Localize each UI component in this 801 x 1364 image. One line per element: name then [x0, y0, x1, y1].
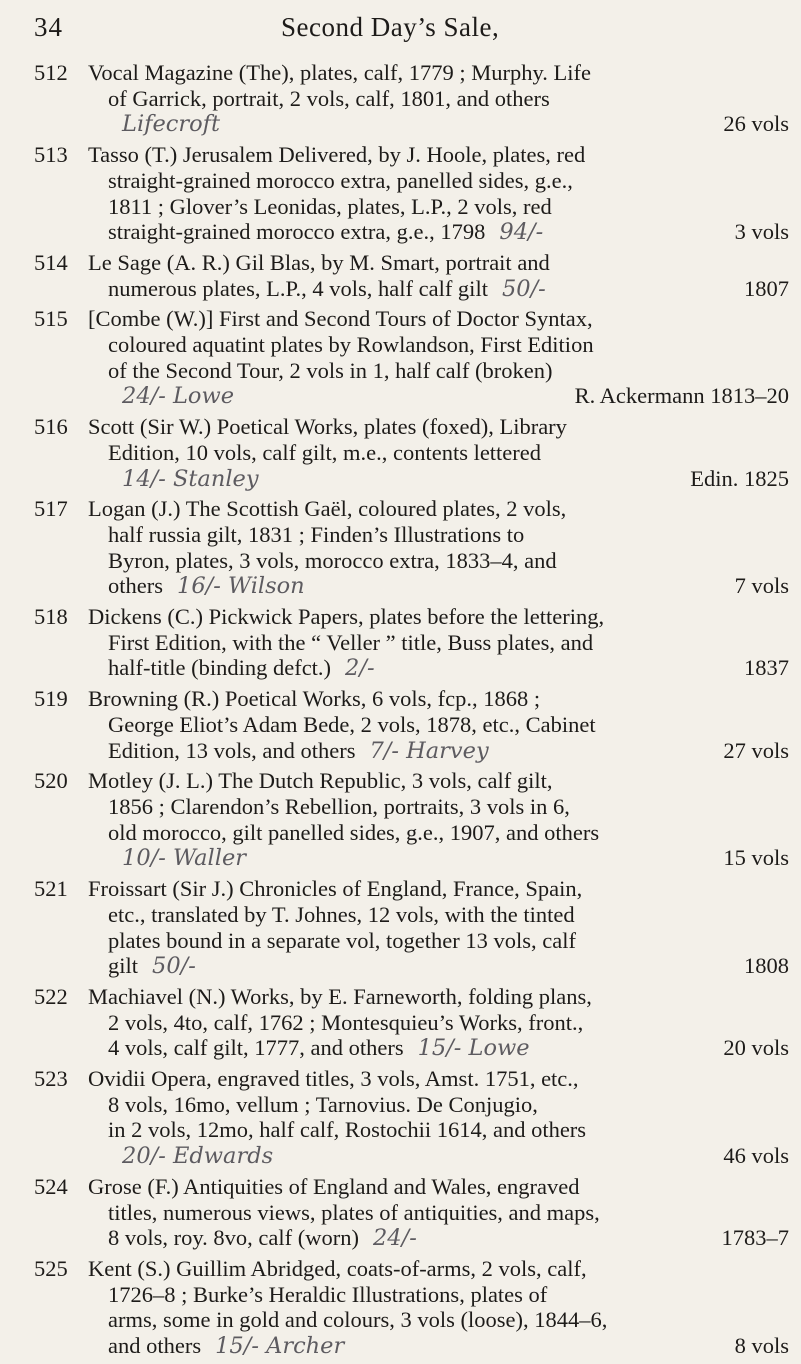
lot-line — [88, 984, 789, 1010]
handwritten-annotation: Lifecroft — [122, 111, 221, 138]
lot-entry — [34, 1066, 789, 1170]
handwritten-annotation: 24/- — [372, 1225, 417, 1252]
lot-text: Edition, 10 vols, calf gilt, m.e., contents lettered — [108, 439, 542, 465]
lot-line — [88, 876, 789, 902]
lot-entry — [34, 142, 789, 246]
lot-line — [88, 1035, 789, 1062]
lot-right-value: Edin. 1825 — [690, 465, 789, 491]
lot-line — [88, 414, 789, 440]
lot-line — [88, 1066, 789, 1092]
lot-line — [88, 306, 789, 332]
lot-text: Ovidii Opera, engraved titles, 3 vols, Amst. 1751, etc., — [88, 1066, 579, 1092]
handwritten-annotation: 15/- Archer — [215, 1333, 345, 1360]
lot-text: half russia gilt, 1831 ; Finden’s Illustrations to — [108, 521, 525, 547]
lot-right-value: 8 vols — [734, 1333, 789, 1359]
lot-text: others — [108, 573, 163, 599]
lot-text: half-title (binding defct.) — [108, 655, 332, 681]
lot-entry — [34, 984, 789, 1062]
lot-text: Tasso (T.) Jerusalem Delivered, by J. Hoole, plates, red — [88, 142, 586, 168]
lot-text: Motley (J. L.) The Dutch Republic, 3 vols, calf gilt, — [88, 768, 553, 794]
lot-text: titles, numerous views, plates of antiquities, and maps, — [108, 1199, 600, 1225]
lot-entry — [34, 604, 789, 682]
lot-text: Machiavel (N.) Works, by E. Farneworth, folding plans, — [88, 983, 592, 1009]
handwritten-annotation: 14/- Stanley — [122, 465, 259, 492]
lot-entry — [34, 686, 789, 764]
lot-number: 522 — [34, 983, 68, 1009]
lot-line — [88, 522, 789, 548]
lot-line — [88, 276, 789, 303]
lot-right-value: 1837 — [744, 655, 789, 681]
lot-number: 516 — [34, 414, 68, 440]
lot-line — [88, 1307, 789, 1333]
lot-line — [88, 1333, 789, 1360]
lot-text: Edition, 13 vols, and others — [108, 737, 356, 763]
lot-text: Dickens (C.) Pickwick Papers, plates before the lettering, — [88, 604, 605, 630]
lot-text: George Eliot’s Adam Bede, 2 vols, 1878, etc., Cabinet — [108, 711, 596, 737]
lot-number: 513 — [34, 142, 68, 168]
lot-line — [88, 194, 789, 220]
lot-line — [88, 168, 789, 194]
lot-entry — [34, 1256, 789, 1360]
lot-line — [88, 1010, 789, 1036]
lot-line — [88, 86, 789, 112]
lot-right-value: 20 vols — [723, 1035, 789, 1061]
running-title: Second Day’s Sale, — [281, 12, 500, 42]
lot-line — [88, 953, 789, 980]
lot-line — [88, 794, 789, 820]
lot-text: First Edition, with the “ Veller ” title, Buss plates, and — [108, 629, 594, 655]
handwritten-annotation: 50/- — [152, 953, 196, 980]
lot-right-value: 15 vols — [723, 845, 789, 871]
lot-text: [Combe (W.)] First and Second Tours of Doctor Syntax, — [88, 306, 593, 332]
lot-text: of Garrick, portrait, 2 vols, calf, 1801, and others — [108, 85, 550, 111]
lot-text: 4 vols, calf gilt, 1777, and others — [108, 1035, 404, 1061]
lot-line — [88, 1200, 789, 1226]
handwritten-annotation: 24/- Lowe — [122, 383, 235, 410]
handwritten-annotation: 94/- — [499, 219, 544, 246]
lot-line — [88, 250, 789, 276]
lot-line — [88, 1092, 789, 1118]
lot-number: 525 — [34, 1255, 68, 1281]
lot-line — [88, 496, 789, 522]
lot-text: and others — [108, 1333, 202, 1359]
lot-line — [88, 604, 789, 630]
lot-line — [88, 383, 789, 410]
lot-number: 523 — [34, 1066, 68, 1092]
handwritten-annotation: 10/- Waller — [122, 845, 247, 872]
lot-text: Logan (J.) The Scottish Gaël, coloured plates, 2 vols, — [88, 496, 567, 522]
lot-text: plates bound in a separate vol, together 13 vols, calf — [108, 927, 576, 953]
lot-number: 517 — [34, 496, 68, 522]
lot-line — [88, 845, 789, 872]
lot-text: in 2 vols, 12mo, half calf, Rostochii 1614, and others — [108, 1117, 587, 1143]
lot-line — [88, 1174, 789, 1200]
lot-line — [88, 902, 789, 928]
lot-line — [88, 1256, 789, 1282]
lot-right-value: R. Ackermann 1813–20 — [574, 383, 789, 409]
lot-right-value: 27 vols — [723, 737, 789, 763]
lot-line — [88, 219, 789, 246]
lot-text: 8 vols, roy. 8vo, calf (worn) — [108, 1225, 359, 1251]
lot-entry — [34, 768, 789, 872]
lot-text: Le Sage (A. R.) Gil Blas, by M. Smart, portrait and — [88, 249, 550, 275]
lot-entry — [34, 496, 789, 600]
lot-line — [88, 820, 789, 846]
lot-number: 519 — [34, 686, 68, 712]
lot-right-value: 3 vols — [734, 219, 789, 245]
handwritten-annotation: 7/- Harvey — [369, 737, 489, 764]
lot-text: old morocco, gilt panelled sides, g.e., 1907, and others — [108, 819, 600, 845]
lot-line — [88, 686, 789, 712]
lot-text: 1856 ; Clarendon’s Rebellion, portraits, 3 vols in 6, — [108, 793, 570, 819]
lot-entry — [34, 250, 789, 302]
lot-line — [88, 111, 789, 138]
lot-number: 524 — [34, 1173, 68, 1199]
lot-number: 520 — [34, 768, 68, 794]
lot-text: numerous plates, L.P., 4 vols, half calf gilt — [108, 275, 488, 301]
lot-line — [88, 573, 789, 600]
lot-line — [88, 466, 789, 493]
lot-line — [88, 738, 789, 765]
lot-number: 515 — [34, 306, 68, 332]
lot-text: Byron, plates, 3 vols, morocco extra, 1833–4, and — [108, 547, 557, 573]
lot-number: 518 — [34, 604, 68, 630]
lot-line — [88, 630, 789, 656]
lot-text: of the Second Tour, 2 vols in 1, half calf (broken) — [108, 357, 553, 383]
lot-line — [88, 332, 789, 358]
lot-entry — [34, 306, 789, 410]
lot-text: 2 vols, 4to, calf, 1762 ; Montesquieu’s Works, front., — [108, 1009, 584, 1035]
lot-line — [88, 142, 789, 168]
lot-line — [88, 928, 789, 954]
lot-text: 1811 ; Glover’s Leonidas, plates, L.P., 2 vols, red — [108, 193, 552, 219]
lot-line — [88, 60, 789, 86]
lot-text: Kent (S.) Guillim Abridged, coats-of-arms, 2 vols, calf, — [88, 1255, 587, 1281]
lot-line — [88, 1143, 789, 1170]
lot-list — [34, 60, 789, 1364]
handwritten-annotation: 15/- Lowe — [417, 1035, 530, 1062]
lot-right-value: 7 vols — [734, 573, 789, 599]
lot-text: arms, some in gold and colours, 3 vols (loose), 1844–6, — [108, 1307, 608, 1333]
lot-number: 512 — [34, 60, 68, 85]
lot-right-value: 1808 — [744, 953, 789, 979]
lot-number: 514 — [34, 249, 68, 275]
lot-line — [88, 655, 789, 682]
lot-text: Froissart (Sir J.) Chronicles of England, France, Spain, — [88, 876, 583, 902]
lot-line — [88, 1225, 789, 1252]
handwritten-annotation: 50/- — [501, 275, 546, 302]
lot-right-value: 1783–7 — [721, 1225, 789, 1251]
handwritten-annotation: 16/- Wilson — [177, 573, 305, 600]
page-header — [34, 12, 781, 52]
lot-line — [88, 548, 789, 574]
lot-line — [88, 440, 789, 466]
lot-number: 521 — [34, 876, 68, 902]
lot-entry — [34, 1174, 789, 1252]
lot-text: straight-grained morocco extra, panelled sides, g.e., — [108, 167, 573, 193]
lot-line — [88, 1117, 789, 1143]
lot-text: etc., translated by T. Johnes, 12 vols, with the tinted — [108, 901, 575, 927]
lot-text: Browning (R.) Poetical Works, 6 vols, fcp., 1868 ; — [88, 686, 541, 712]
lot-text: gilt — [108, 953, 139, 979]
lot-text: Scott (Sir W.) Poetical Works, plates (foxed), Library — [88, 414, 567, 440]
lot-entry — [34, 876, 789, 980]
lot-text: straight-grained morocco extra, g.e., 1798 — [108, 219, 486, 245]
lot-text: 1726–8 ; Burke’s Heraldic Illustrations, plates of — [108, 1281, 548, 1307]
lot-line — [88, 712, 789, 738]
page-number: 34 — [34, 12, 63, 42]
handwritten-annotation: 2/- — [345, 655, 375, 682]
lot-text: Grose (F.) Antiquities of England and Wales, engraved — [88, 1173, 580, 1199]
lot-right-value: 1807 — [744, 275, 789, 301]
lot-line — [88, 768, 789, 794]
lot-right-value: 46 vols — [723, 1143, 789, 1169]
lot-line — [88, 1282, 789, 1308]
lot-line — [88, 358, 789, 384]
lot-right-value: 26 vols — [723, 111, 789, 137]
lot-entry — [34, 414, 789, 492]
handwritten-annotation: 20/- Edwards — [122, 1143, 274, 1170]
lot-text: Vocal Magazine (The), plates, calf, 1779 ; Murphy. Life — [88, 60, 591, 85]
lot-text: coloured aquatint plates by Rowlandson, First Edition — [108, 332, 594, 358]
lot-text: 8 vols, 16mo, vellum ; Tarnovius. De Conjugio, — [108, 1091, 538, 1117]
lot-entry — [34, 60, 789, 138]
